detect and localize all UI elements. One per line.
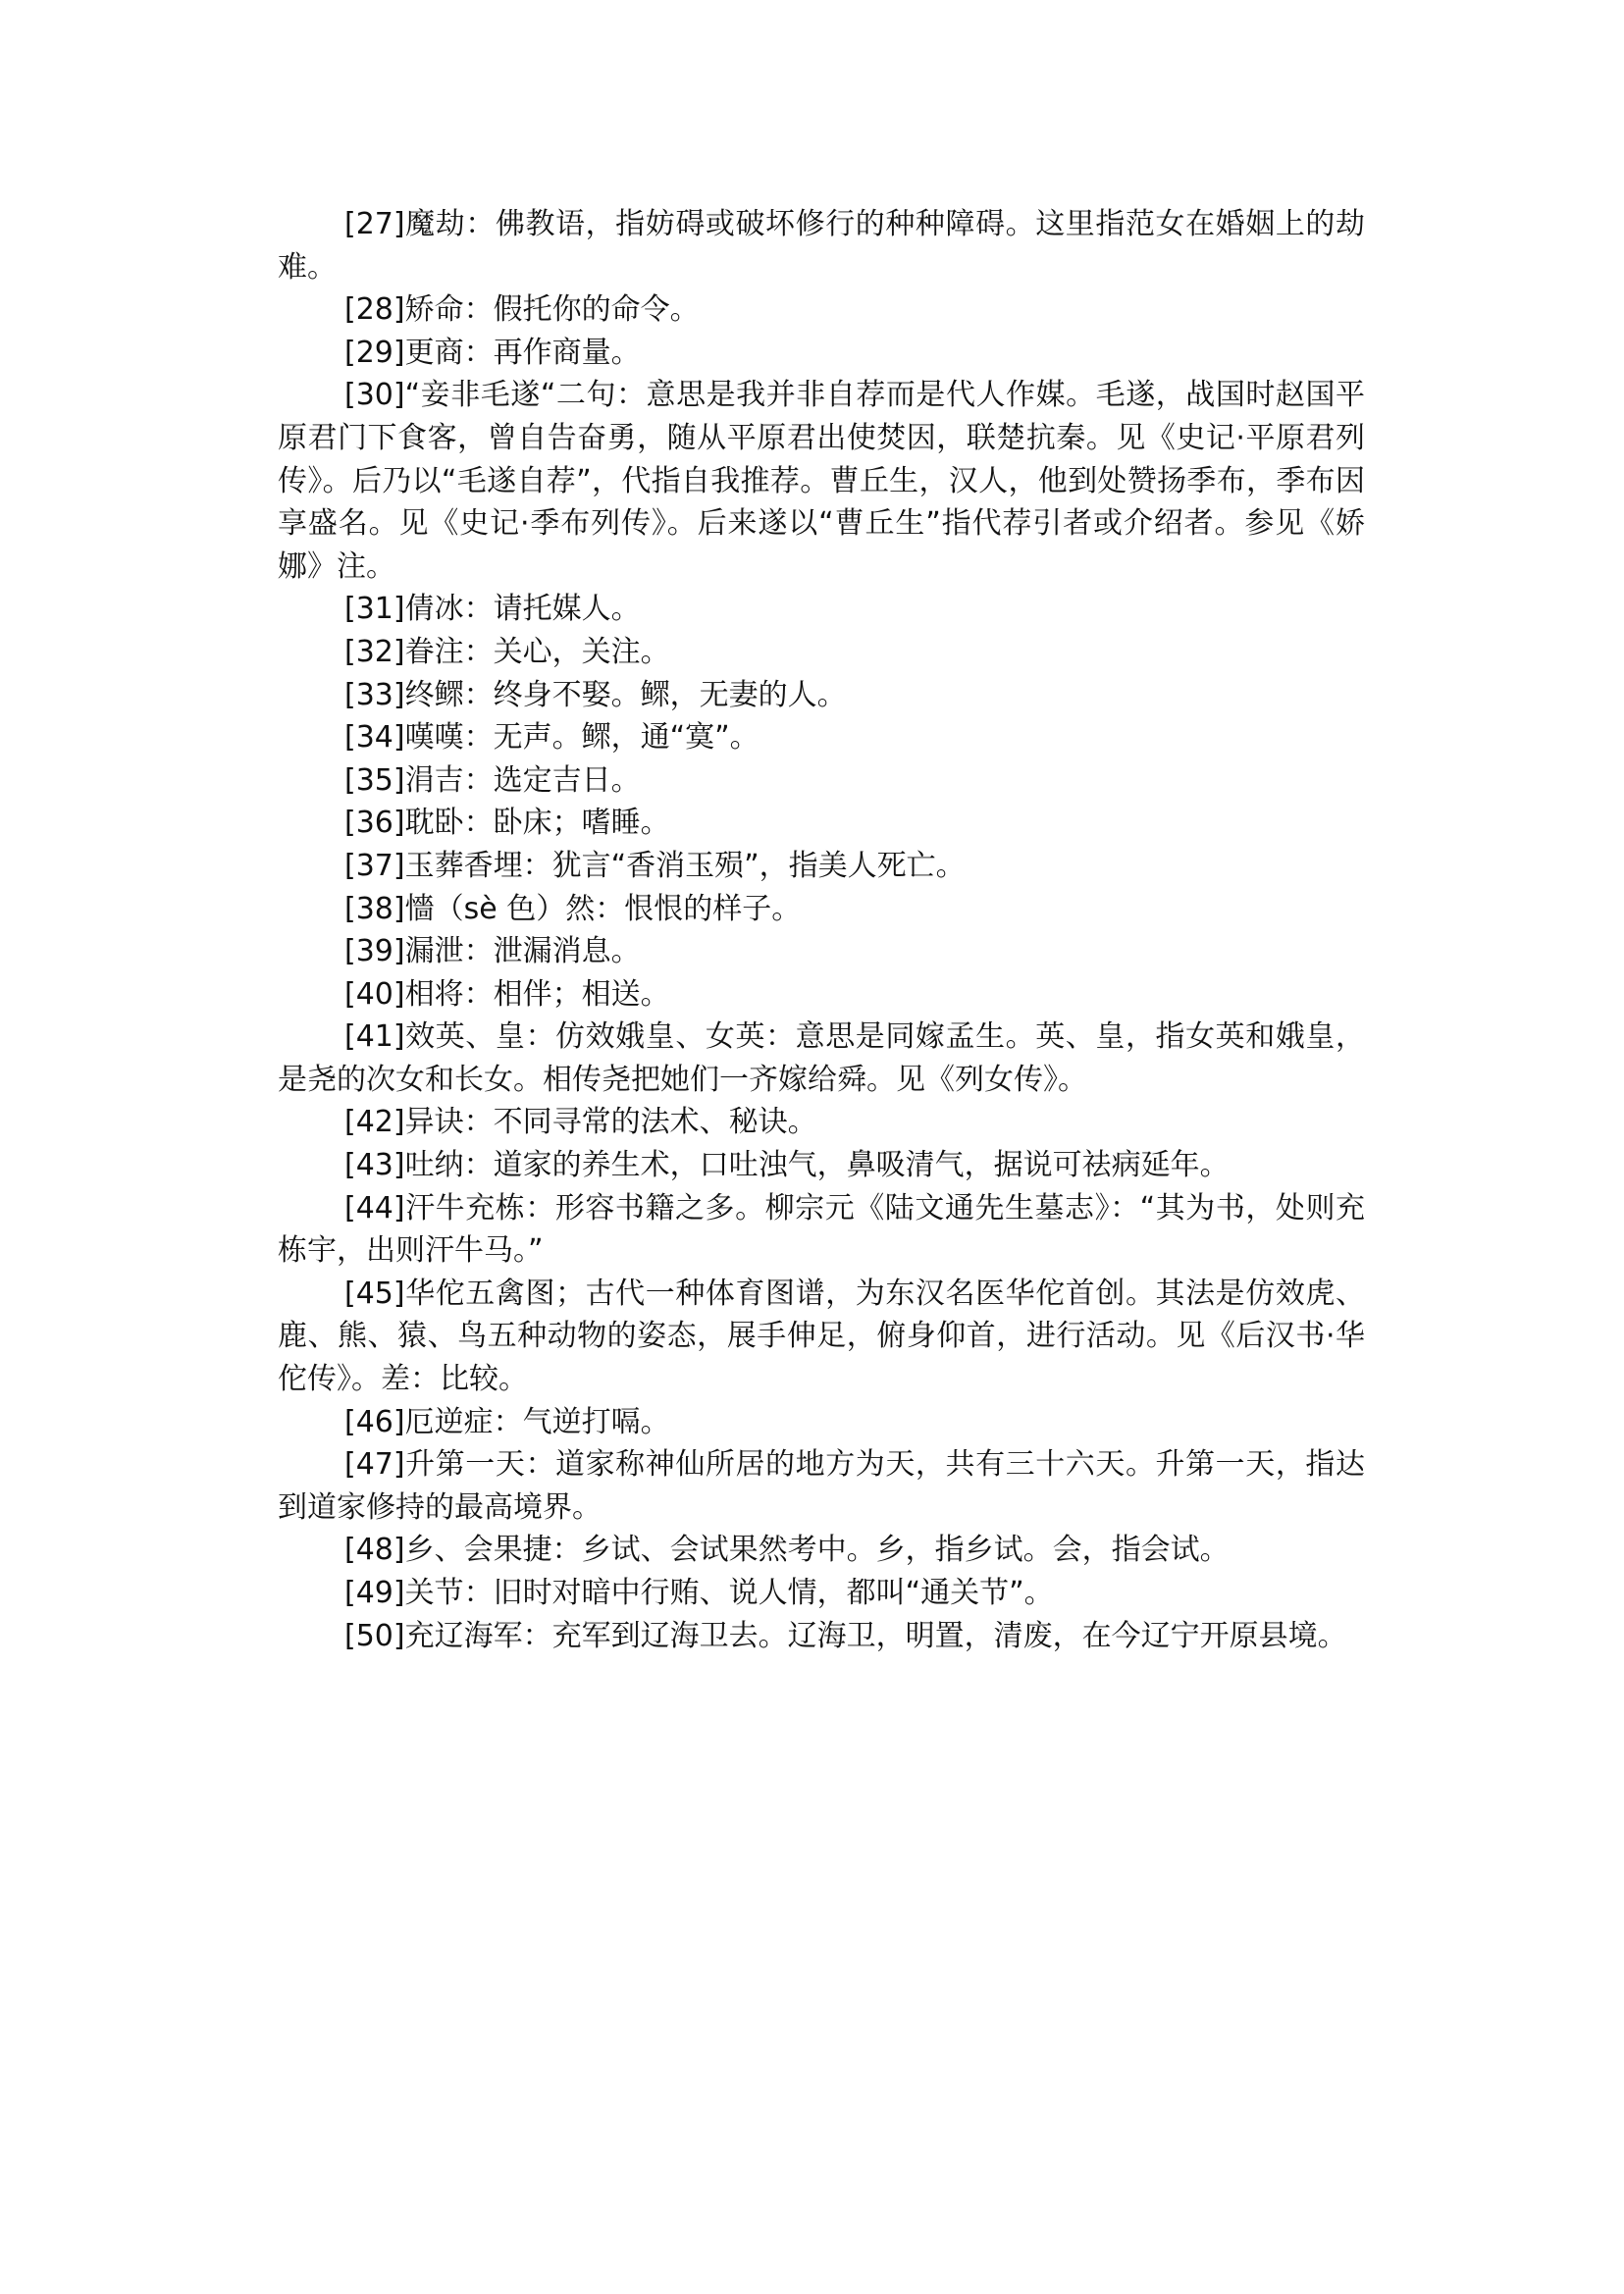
note-39: [39]漏泄：泄漏消息。 bbox=[344, 934, 641, 969]
note-32: [32]眷注：关心，关注。 bbox=[344, 634, 670, 669]
note-40: [40]相将：相伴；相送。 bbox=[344, 976, 670, 1012]
note-38: [38]懎（sè 色）然：恨恨的样子。 bbox=[344, 891, 802, 926]
note-49: [49]关节：旧时对暗中行贿、说人情，都叫“通关节”。 bbox=[344, 1576, 1054, 1610]
note-48: [48]乡、会果捷：乡试、会试果然考中。乡，指乡试。会，指会试。 bbox=[344, 1533, 1230, 1568]
note-41: [41]效英、皇：仿效娥皇、女英：意思是同嫁孟生。英、皇，指女英和娥皇，是尧的次女和长女。相传尧把她们一齐嫁给舜。见《列女传》。 bbox=[278, 1019, 1365, 1097]
note-47: [47]升第一天：道家称神仙所居的地方为天，共有三十六天。升第一天，指达到道家修持的最高境界。 bbox=[278, 1447, 1365, 1525]
note-29: [29]更商：再作商量。 bbox=[344, 335, 641, 370]
note-28: [28]矫命：假托你的命令。 bbox=[344, 292, 700, 328]
note-42: [42]异诀：不同寻常的法术、秘诀。 bbox=[344, 1105, 817, 1140]
note-34: [34]嘆嘆：无声。鳏，通“寞”。 bbox=[344, 720, 760, 756]
note-37: [37]玉葬香埋：犹言“香消玉殒”，指美人死亡。 bbox=[344, 848, 966, 883]
note-44: [44]汗牛充栋：形容书籍之多。柳宗元《陆文通先生墓志》：“其为书，处则充栋宇，出则汗牛马。” bbox=[278, 1190, 1365, 1269]
note-43: [43]吐纳：道家的养生术，口吐浊气，鼻吸清气，据说可祛病延年。 bbox=[344, 1148, 1230, 1183]
annotation-list bbox=[278, 203, 1365, 1657]
note-50: [50]充辽海军：充军到辽海卫去。辽海卫，明置，清废，在今辽宁开原县境。 bbox=[344, 1618, 1347, 1653]
note-36: [36]耽卧：卧床；嗜睡。 bbox=[344, 806, 670, 841]
note-31: [31]倩冰：请托媒人。 bbox=[344, 592, 641, 627]
note-46: [46]厄逆症：气逆打嗝。 bbox=[344, 1404, 670, 1439]
note-35: [35]涓吉：选定吉日。 bbox=[344, 762, 641, 798]
note-30: [30]“妾非毛遂“二句：意思是我并非自荐而是代人作媒。毛遂，战国时赵国平原君门下食客，曾自告奋勇，随从平原君出使焚因，联楚抗秦。见《史记·平原君列传》。后乃以“毛遂自荐”，代指自我推荐。曹丘生，汉人，他到处赞扬季布，季布因享盛名。见《史记·季布列传》。后来遂以“曹丘生”指代荐引者或介绍者。参见《娇娜》注。 bbox=[278, 378, 1365, 584]
note-33: [33]终鳏：终身不娶。鳏，无妻的人。 bbox=[344, 677, 847, 712]
note-45: [45]华佗五禽图；古代一种体育图谱，为东汉名医华佗首创。其法是仿效虎、鹿、熊、猿、鸟五种动物的姿态，展手伸足，俯身仰首，进行活动。见《后汉书·华佗传》。差：比较。 bbox=[278, 1276, 1365, 1397]
note-27: [27]魔劫：佛教语，指妨碍或破坏修行的种种障碍。这里指范女在婚姻上的劫难。 bbox=[278, 207, 1365, 285]
